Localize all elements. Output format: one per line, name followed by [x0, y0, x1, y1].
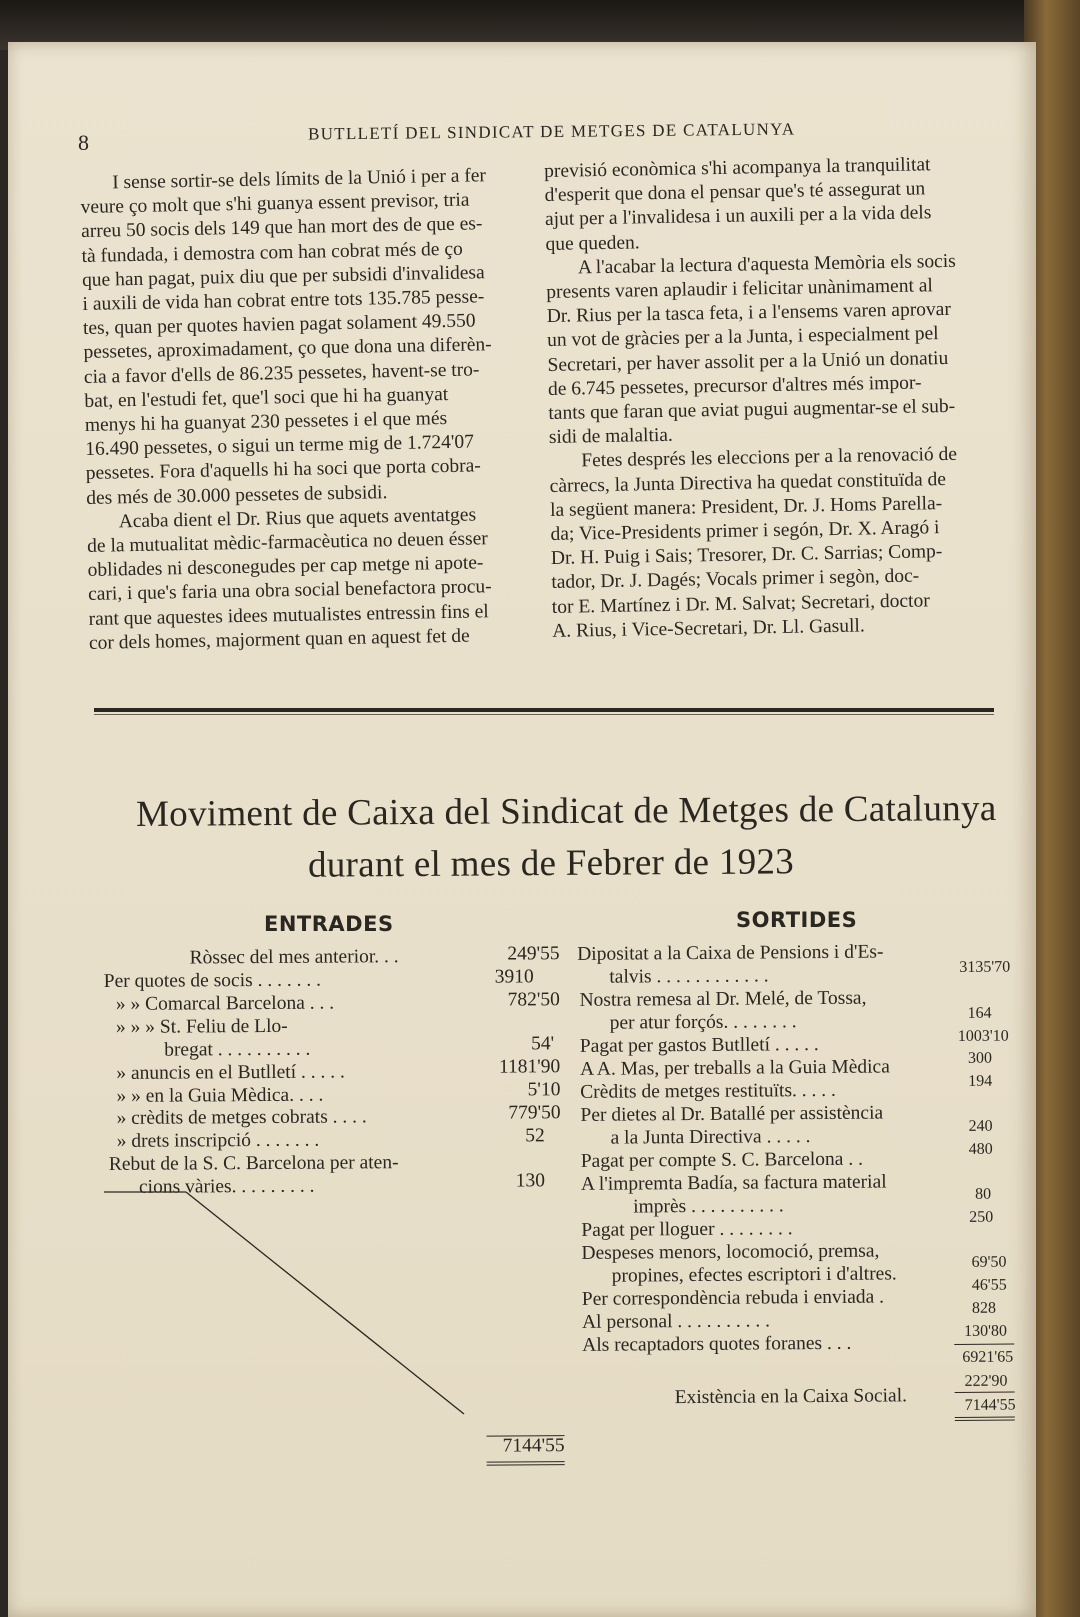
ledger-label: » drets inscripció . . . . . . .	[116, 1129, 320, 1152]
text-line: bat, en l'estudi fet, que'l soci que hi ha guanyat	[84, 383, 449, 412]
ledger-amount: 194	[968, 1072, 993, 1090]
sortides-ledger	[564, 38, 1047, 1617]
ledger-amount: 130	[515, 1170, 546, 1192]
running-head: BUTLLETÍ DEL SINDICAT DE METGES DE CATALUNYA	[307, 119, 796, 144]
ledger-label: talvis . . . . . . . . . . . .	[609, 965, 769, 988]
text-line: i auxili de vida han cobrat entre tots 135.785 pesse-	[82, 286, 485, 315]
ledger-amount: 130'80	[964, 1322, 1008, 1340]
ledger-label: Per correspondència rebuda i enviada .	[581, 1286, 885, 1310]
text-line: da; Vice-Presidents primer i segón, Dr. X. Aragó i	[550, 517, 940, 545]
ledger-label: A l'impremta Badía, sa factura material	[580, 1171, 887, 1195]
text-line: tador, Dr. J. Dagés; Vocals primer i segòn, doc-	[551, 565, 920, 594]
text-line: cia a favor d'ells de 86.235 pessetes, havent-se tro-	[83, 358, 480, 388]
ledger-label: Ròssec del mes anterior. . .	[189, 946, 399, 969]
ledger-amount: 480	[968, 1140, 993, 1158]
ledger-label: Pagat per compte S. C. Barcelona . .	[580, 1148, 864, 1172]
text-line: d'esperit que dona el pensar que's té assegurat un	[544, 178, 926, 207]
text-line: presents varen aplaudir i felicitar unànimament al	[546, 275, 934, 303]
entrades-heading: ENTRADES	[264, 912, 394, 936]
ledger-amount: 779'50	[508, 1102, 561, 1124]
ledger-label: Nostra remesa al Dr. Melé, de Tossa,	[579, 987, 867, 1011]
text-line: de 6.745 pessetes, precursor d'altres més impor-	[547, 372, 922, 400]
ledger-amount: 52	[525, 1125, 545, 1147]
subtotal-rule	[954, 1344, 1014, 1345]
text-line: càrrecs, la Junta Directiva ha quedat constituïda de	[549, 468, 947, 497]
ledger-label: » » Comarcal Barcelona . . .	[115, 992, 335, 1015]
ledger-label: A A. Mas, per treballs a la Guia Mèdica	[579, 1056, 890, 1080]
text-line: Dr. H. Puig i Sais; Tresorer, Dr. C. Sarrias; Comp-	[550, 541, 943, 570]
text-line: tants que faran que aviat pugui augmentar-se el sub-	[548, 395, 956, 424]
existencia-label: Existència en la Caixa Social.	[674, 1385, 908, 1409]
total-double-rule	[955, 1420, 1015, 1421]
total-double-rule	[955, 1417, 1015, 1418]
text-line: previsió econòmica s'hi acompanya la tranquilitat	[544, 154, 931, 182]
ledger-label: Rebut de la S. C. Barcelona per aten-	[108, 1152, 399, 1175]
text-line: 16.490 pessetes, o sigui un terme mig de 1.724'07	[85, 431, 475, 461]
table-title-line-1: Moviment de Caixa del Sindicat de Metges de Catalunya	[135, 787, 997, 836]
ledger-amount: 249'55	[507, 943, 560, 965]
ledger-label: » » » St. Feliu de Llo-	[115, 1015, 288, 1038]
text-line: A l'acabar la lectura d'aquesta Memòria els socis	[577, 250, 956, 279]
page-number: 8	[78, 130, 89, 155]
text-line: menys hi ha guanyat 230 pessetes i el que més	[84, 408, 448, 436]
ledger-amount: 3135'70	[959, 958, 1011, 976]
ledger-amount: 69'50	[971, 1253, 1007, 1271]
text-line: que han pagat, puix diu que per subsidi d'invalidesa	[81, 262, 485, 291]
ledger-label: Dipositat a la Caixa de Pensions i d'Es-	[577, 941, 884, 965]
text-line: tes, quan per quotes havien pagat solament 49.550	[82, 310, 476, 340]
ledger-label: a la Junta Directiva . . . . .	[610, 1126, 811, 1149]
ledger-label: propines, efectes escriptori i d'altres.	[611, 1263, 897, 1287]
ledger-label: Crèdits de metges restituïts. . . . .	[580, 1079, 836, 1103]
entrades-total: 7144'55	[502, 1435, 565, 1457]
existencia-amount: 222'90	[964, 1372, 1008, 1390]
text-line: tà fundada, i demostra com han cobrat més de ço	[81, 238, 463, 267]
ledger-label: cions vàries. . . . . . . . .	[138, 1175, 315, 1198]
text-line: I sense sortir-se dels límits de la Unió i per a fer	[112, 165, 487, 194]
text-line: des més de 30.000 pessetes de subsidi.	[86, 481, 388, 509]
ledger-label: » anuncis en el Butlletí . . . . .	[116, 1061, 345, 1084]
text-line: Secretari, per haver assolit per a la Unió un donatiu	[547, 347, 949, 376]
text-line: que queden.	[545, 231, 640, 255]
text-line: cari, i que's faria una obra social benefactora procu-	[87, 576, 492, 606]
ledger-amount: 240	[968, 1117, 993, 1135]
ledger-amount: 828	[971, 1299, 997, 1317]
ledger-label: Al personal . . . . . . . . . .	[581, 1310, 771, 1333]
text-line: Fetes després les eleccions per a la renovació de	[581, 444, 958, 472]
ledger-label: Als recaptadors quotes foranes . . .	[582, 1332, 852, 1356]
ledger-amount: 1181'90	[498, 1056, 561, 1078]
ledger-label: Per quotes de socis . . . . . . .	[103, 969, 321, 992]
text-line: arreu 50 socis dels 149 que han mort des de que es-	[80, 213, 483, 243]
total-rule	[955, 1392, 1015, 1393]
sortides-heading: SORTIDES	[736, 908, 858, 932]
ledger-label: imprès . . . . . . . . . .	[633, 1195, 784, 1218]
ledger-amount: 5'10	[527, 1079, 561, 1101]
page	[8, 42, 1036, 1617]
text-line: sidi de malaltia.	[548, 425, 674, 449]
ledger-amount: 80	[974, 1185, 992, 1203]
ledger-amount: 164	[967, 1004, 992, 1022]
ledger-label: Per dietes al Dr. Batallé per assistència	[580, 1102, 884, 1126]
text-line: rant que aquestes idees mutualistes entressin fins el	[88, 600, 489, 630]
sortides-total: 7144'55	[964, 1396, 1016, 1414]
sortides-subtotal: 6921'65	[962, 1348, 1014, 1366]
ledger-label: » crèdits de metges cobrats . . . .	[116, 1106, 367, 1129]
text-line: un vot de gràcies per a la Junta, i especialment pel	[546, 323, 939, 352]
text-line: la següent manera: President, Dr. J. Homs Parella-	[549, 492, 943, 521]
text-line: ajut per a l'invalidesa i un auxili per a la vida dels	[544, 202, 932, 231]
ledger-label: per atur forçós. . . . . . . .	[609, 1011, 797, 1034]
ledger-amount: 46'55	[971, 1276, 1007, 1294]
text-line: pessetes, aproximadament, ço que dona una diferèn-	[83, 334, 492, 364]
ledger-amount: 1003'10	[957, 1027, 1009, 1045]
ledger-amount: 782'50	[507, 989, 560, 1011]
ledger-label: Pagat per lloguer . . . . . . . .	[581, 1218, 793, 1241]
text-line: Dr. Rius per la tasca feta, i a l'ensems varen aprovar	[546, 299, 952, 328]
text-line: Acaba dient el Dr. Rius que aquets aventatges	[118, 504, 477, 533]
text-line: de la mutualitat mèdic-farmacèutica no deuen ésser	[86, 528, 488, 557]
text-line: cor dels homes, majorment quan en aquest fet de	[88, 625, 470, 654]
text-line: oblidades ni desconegudes per cap metge ni apote-	[87, 552, 484, 582]
table-title-line-2: durant el mes de Febrer de 1923	[307, 841, 795, 886]
text-line: A. Rius, i Vice-Secretari, Dr. Ll. Gasull.	[552, 615, 865, 642]
ledger-label: Pagat per gastos Butlletí . . . . .	[579, 1034, 819, 1057]
ledger-amount: 54'	[531, 1033, 555, 1055]
text-line: tor E. Martínez i Dr. M. Salvat; Secretari, doctor	[551, 589, 930, 618]
ledger-amount: 250	[969, 1208, 994, 1226]
ledger-amount: 300	[967, 1049, 993, 1067]
ledger-label: Despeses menors, locomoció, premsa,	[581, 1240, 880, 1264]
ledger-label: bregat . . . . . . . . . .	[164, 1038, 311, 1061]
filler-diagonal-line	[186, 1192, 464, 1414]
text-line: veure ço molt que s'hi guanya essent previsor, tria	[80, 189, 470, 219]
ledger-label: » » en la Guia Mèdica. . . .	[116, 1084, 324, 1107]
text-line: pessetes. Fora d'aquells hi ha soci que porta cobra-	[85, 455, 481, 485]
ledger-amount: 3910	[494, 966, 534, 988]
